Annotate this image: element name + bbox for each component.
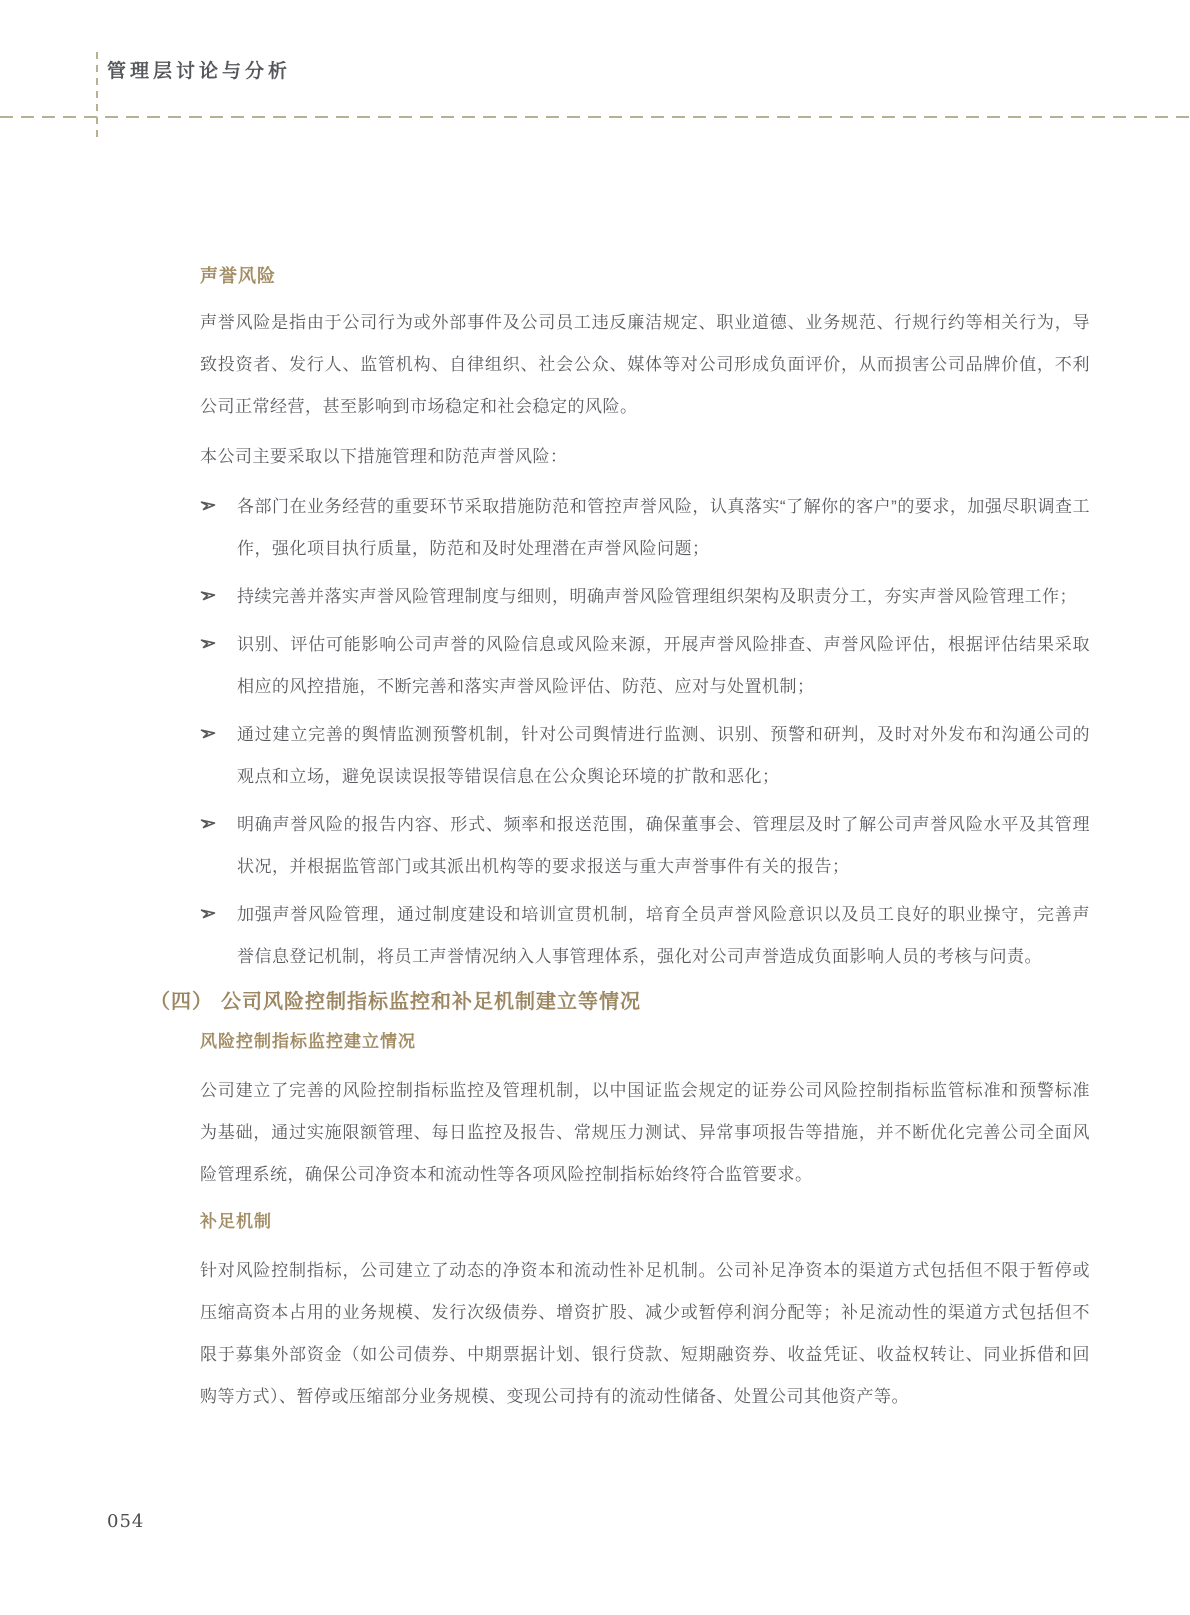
reputation-risk-heading: 声誉风险: [200, 266, 276, 286]
list-item: [200, 576, 1090, 618]
section4-number: （四）: [150, 991, 213, 1013]
list-item: [200, 804, 1090, 888]
list-item: [200, 714, 1090, 798]
list-item-text: 各部门在业务经营的重要环节采取措施防范和管控声誉风险，认真落实“了解你的客户”的要求，加强尽职调查工作，强化项目执行质量，防范和及时处理潜在声誉风险问题；: [237, 497, 1090, 558]
replenishment-body: 针对风险控制指标，公司建立了动态的净资本和流动性补足机制。公司补足净资本的渠道方式包括但不限于暂停或压缩高资本占用的业务规模、发行次级债券、增资扩股、减少或暂停利润分配等；补足流动性的渠道方式包括但不限于募集外部资金（如公司债券、中期票据计划、银行贷款、短期融资券、收益凭证、收益权转让、同业拆借和回购等方式）、暂停或压缩部分业务规模、变现公司持有的流动性储备、处置公司其他资产等。: [200, 1261, 1090, 1406]
page-header-title: 管理层讨论与分析: [107, 61, 292, 82]
main-content: [150, 262, 1090, 1426]
section4-heading: [150, 988, 1090, 1016]
monitoring-heading: 风险控制指标监控建立情况: [200, 1032, 416, 1051]
arrowhead-right-icon: [200, 804, 237, 830]
list-item: [200, 486, 1090, 570]
arrowhead-right-icon: [200, 486, 237, 512]
header-horizontal-dashed-line: [0, 116, 1190, 118]
list-item-text: 加强声誉风险管理，通过制度建设和培训宣贯机制，培育全员声誉风险意识以及员工良好的职业操守，完善声誉信息登记机制，将员工声誉情况纳入人事管理体系，强化对公司声誉造成负面影响人员的考核与问责。: [237, 905, 1090, 966]
reputation-risk-measures-list: [200, 486, 1090, 978]
reputation-risk-measures-intro: 本公司主要采取以下措施管理和防范声誉风险：: [200, 447, 568, 466]
list-item-text: 通过建立完善的舆情监测预警机制，针对公司舆情进行监测、识别、预警和研判，及时对外发布和沟通公司的观点和立场，避免误读误报等错误信息在公众舆论环境的扩散和恶化；: [237, 725, 1090, 786]
arrowhead-right-icon: [200, 894, 237, 920]
arrowhead-right-icon: [200, 576, 237, 602]
page-number: 054: [107, 1511, 145, 1532]
list-item: [200, 624, 1090, 708]
list-item-text: 明确声誉风险的报告内容、形式、频率和报送范围，确保董事会、管理层及时了解公司声誉风险水平及其管理状况，并根据监管部门或其派出机构等的要求报送与重大声誉事件有关的报告；: [237, 815, 1090, 876]
section4-title: 公司风险控制指标监控和补足机制建立等情况: [221, 991, 641, 1013]
list-item: [200, 894, 1090, 978]
list-item-text: 识别、评估可能影响公司声誉的风险信息或风险来源，开展声誉风险排查、声誉风险评估，根据评估结果采取相应的风控措施，不断完善和落实声誉风险评估、防范、应对与处置机制；: [237, 635, 1090, 696]
monitoring-body: 公司建立了完善的风险控制指标监控及管理机制，以中国证监会规定的证券公司风险控制指标监管标准和预警标准为基础，通过实施限额管理、每日监控及报告、常规压力测试、异常事项报告等措施，并不断优化完善公司全面风险管理系统，确保公司净资本和流动性等各项风险控制指标始终符合监管要求。: [200, 1081, 1090, 1184]
list-item-text: 持续完善并落实声誉风险管理制度与细则，明确声誉风险管理组织架构及职责分工，夯实声誉风险管理工作；: [237, 587, 1077, 606]
arrowhead-right-icon: [200, 714, 237, 740]
header-vertical-dashed-line: [96, 52, 98, 138]
reputation-risk-definition: 声誉风险是指由于公司行为或外部事件及公司员工违反廉洁规定、职业道德、业务规范、行规行约等相关行为，导致投资者、发行人、监管机构、自律组织、社会公众、媒体等对公司形成负面评价，从而损害公司品牌价值，不利公司正常经营，甚至影响到市场稳定和社会稳定的风险。: [200, 313, 1090, 416]
arrowhead-right-icon: [200, 624, 237, 650]
replenishment-heading: 补足机制: [200, 1212, 272, 1231]
